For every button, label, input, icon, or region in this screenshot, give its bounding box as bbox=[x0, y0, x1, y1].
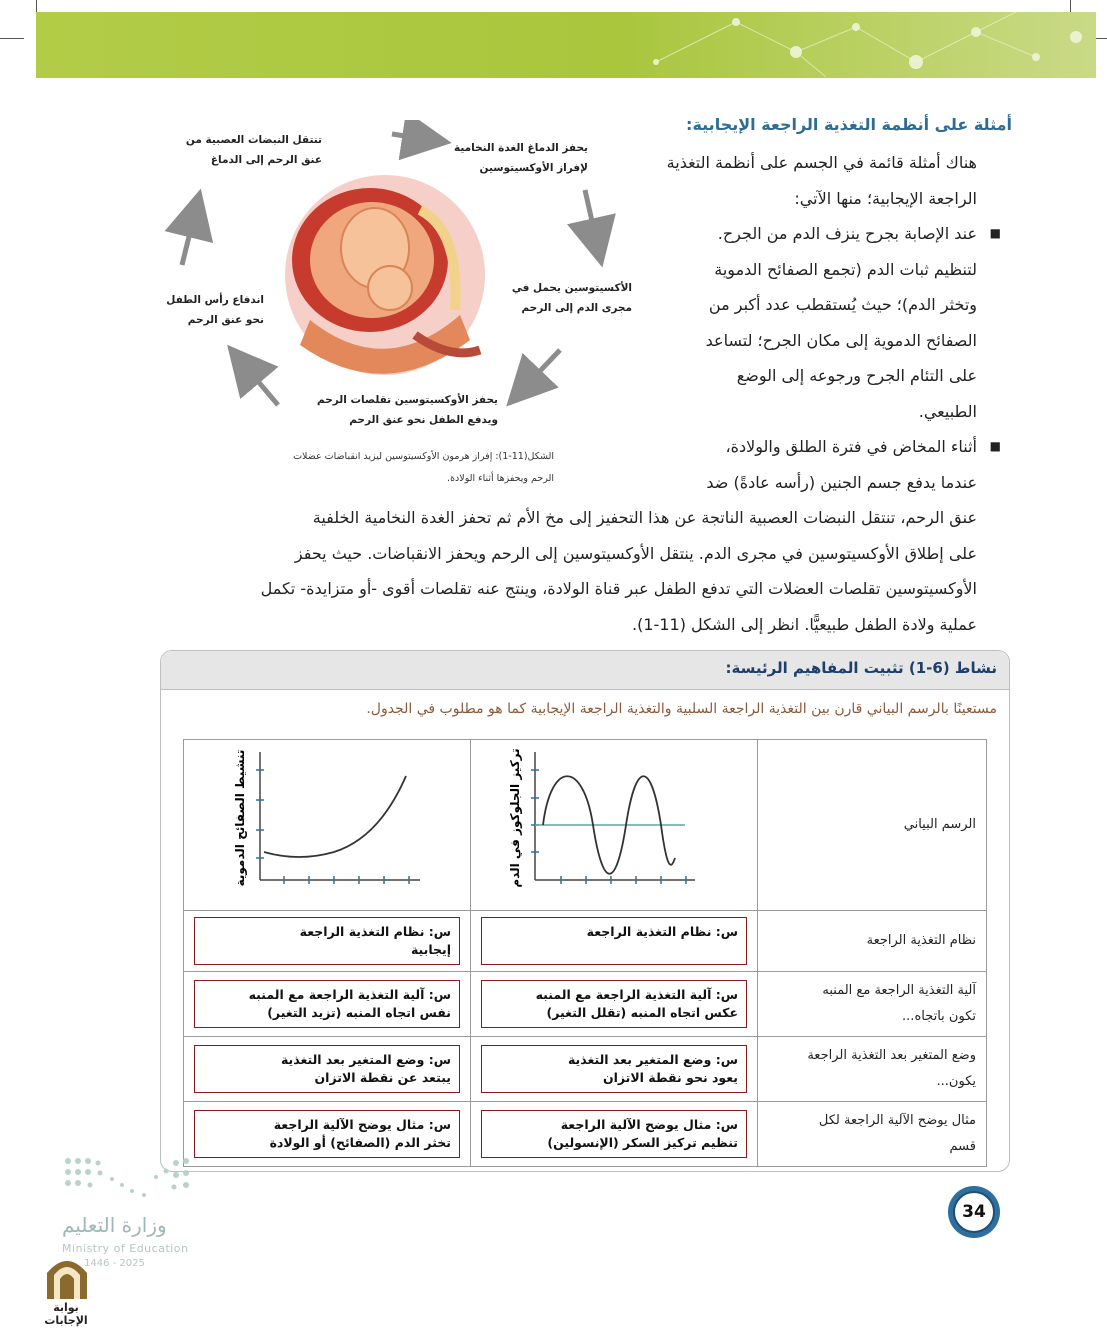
ministry-dots-icon bbox=[60, 1155, 200, 1205]
watermark-text: بوابة الإجابات bbox=[44, 1301, 88, 1327]
answer-box bbox=[194, 917, 460, 965]
label-oxytocin-bloodstream bbox=[500, 278, 632, 318]
bullet-line: لتنظيم ثبات الدم (تجمع الصفائح الدموية bbox=[714, 259, 977, 279]
gate-icon bbox=[42, 1255, 92, 1299]
bullet-line: عند الإصابة بجرح ينزف الدم من الجرح. bbox=[717, 224, 977, 243]
question-text: س: نظام التغذية الراجعة bbox=[586, 924, 738, 939]
label-brain-pituitary bbox=[430, 138, 588, 178]
figure-label-line: ويدفع الطفل نحو عنق الرحم bbox=[349, 414, 498, 426]
answer-box bbox=[481, 980, 747, 1028]
row-label-line: تكون باتجاه... bbox=[902, 1009, 976, 1024]
answer-box bbox=[481, 917, 747, 965]
question-text: س: مثال يوضح الآلية الراجعة bbox=[273, 1117, 451, 1132]
row-label-line: يكون... bbox=[936, 1074, 976, 1089]
answer-text: تخثر الدم (الصفائح) أو الولادة bbox=[269, 1135, 451, 1150]
figure-label-line: اندفاع رأس الطفل bbox=[166, 294, 264, 306]
crop-mark bbox=[1070, 0, 1071, 12]
edition-year: 1446 - 2025 bbox=[84, 1258, 145, 1269]
answer-text: نفس اتجاه المنبه (تزيد التغير) bbox=[267, 1005, 451, 1020]
label-nerve-impulses bbox=[160, 130, 322, 170]
question-text: س: وضع المتغير بعد التغذية bbox=[567, 1052, 738, 1067]
label-uterus-contractions bbox=[290, 390, 498, 430]
activity-instruction: مستعينًا بالرسم البياني قارن بين التغذية الراجعة السلبية والتغذية الراجعة الإيجابية كما هو مطلوب في الجدول. bbox=[366, 701, 997, 717]
activity-header bbox=[161, 651, 1009, 690]
ministry-name-arabic: وزارة التعليم bbox=[62, 1213, 167, 1237]
answer-box bbox=[194, 1045, 460, 1093]
figure-label-line: لإفراز الأوكسيتوسين bbox=[479, 162, 588, 174]
negative-answer-cell bbox=[471, 1102, 758, 1167]
answer-box bbox=[481, 1110, 747, 1158]
label-baby-head bbox=[160, 290, 264, 330]
header-banner bbox=[36, 12, 1096, 78]
figure-caption-line: الشكل(11-1): إفراز هرمون الأوكسيتوسين ليزيد انقباضات عضلات bbox=[293, 451, 554, 462]
question-text: س: وضع المتغير بعد التغذية bbox=[280, 1052, 451, 1067]
row-label-line: قسم bbox=[949, 1139, 976, 1154]
figure-label-line: يحفز الدماغ الغدة النخامية bbox=[453, 142, 588, 154]
bullet-two-continuation bbox=[147, 500, 977, 642]
comparison-table bbox=[183, 739, 987, 1167]
activity-box bbox=[160, 650, 1010, 1172]
answer-box bbox=[194, 980, 460, 1028]
intro-paragraph bbox=[637, 145, 977, 216]
positive-answer-cell bbox=[184, 1102, 471, 1167]
negative-answer-cell bbox=[471, 972, 758, 1037]
question-text: س: نظام التغذية الراجعة bbox=[299, 924, 451, 939]
answer-box bbox=[194, 1110, 460, 1158]
question-text: س: آلية التغذية الراجعة مع المنبه bbox=[535, 987, 738, 1002]
watermark-logo bbox=[30, 1255, 110, 1327]
oxytocin-figure bbox=[160, 120, 640, 500]
answer-text: يعود نحو نقطة الاتزان bbox=[602, 1070, 738, 1085]
table-row bbox=[184, 1037, 987, 1102]
row-label-line: وضع المتغير بعد التغذية الراجعة bbox=[807, 1048, 976, 1063]
row-label bbox=[758, 911, 987, 972]
graph-row-label bbox=[758, 740, 987, 911]
activity-title: نشاط (6-1) تثبيت المفاهيم الرئيسة: bbox=[725, 659, 997, 677]
table-row bbox=[184, 740, 987, 911]
row-label-line: آلية التغذية الراجعة مع المنبه bbox=[822, 983, 976, 998]
table-row bbox=[184, 1102, 987, 1167]
paragraph-line: عملية ولادة الطفل طبيعيًّا. انظر إلى الشكل (11-1). bbox=[632, 614, 977, 634]
answer-text: عكس اتجاه المنبه (تقلل التغير) bbox=[546, 1005, 738, 1020]
intro-line: هناك أمثلة قائمة في الجسم على أنظمة التغذية bbox=[666, 153, 977, 172]
positive-graph-cell bbox=[184, 740, 471, 911]
answer-text: تنظيم تركيز السكر (الإنسولين) bbox=[547, 1135, 738, 1150]
paragraph-line: على إطلاق الأوكسيتوسين في مجرى الدم. ينتقل الأوكسيتوسين إلى الرحم ويحفز الانقباضات. حيث يحفز bbox=[294, 543, 977, 563]
question-text: س: آلية التغذية الراجعة مع المنبه bbox=[248, 987, 451, 1002]
table-row bbox=[184, 972, 987, 1037]
page-number-badge bbox=[948, 1186, 1000, 1238]
figure-label-line: تنتقل النبضات العصبية من bbox=[185, 134, 322, 146]
bullet-marker: ■ bbox=[989, 439, 1001, 453]
bullet-two bbox=[637, 429, 1001, 500]
page-number: 34 bbox=[953, 1191, 995, 1233]
bullet-line: وتخثر الدم)؛ حيث يُستقطب عدد أكبر من bbox=[708, 295, 977, 314]
table-row bbox=[184, 911, 987, 972]
positive-answer-cell bbox=[184, 1037, 471, 1102]
bullet-line: الصفائح الدموية إلى مكان الجرح؛ لتساعد bbox=[705, 330, 977, 350]
question-text: س: مثال يوضح الآلية الراجعة bbox=[560, 1117, 738, 1132]
negative-graph-cell bbox=[471, 740, 758, 911]
figure-label-line: الأكسيتوسين يحمل في bbox=[511, 282, 632, 294]
negative-answer-cell bbox=[471, 911, 758, 972]
intro-line: الراجعة الإيجابية؛ منها الآتي: bbox=[794, 188, 977, 208]
crop-mark bbox=[36, 0, 37, 12]
bullet-line: الطبيعي. bbox=[918, 401, 977, 421]
bullet-line: عندما يدفع جسم الجنين (رأسه عادةً) ضد bbox=[706, 472, 977, 492]
bullet-one bbox=[637, 216, 1001, 429]
paragraph-line: الأوكسيتوسين تقلصات العضلات التي تدفع الطفل عبر قناة الولادة، وينتج عنه تقلصات أقوى -أو متزايدة- تكمل bbox=[260, 579, 977, 598]
bullet-line: على التئام الجرح ورجوعه إلى الوضع bbox=[736, 366, 977, 385]
answer-box bbox=[481, 1045, 747, 1093]
row-label bbox=[758, 1102, 987, 1167]
figure-label-line: يحفز الأوكسيتوسين تقلصات الرحم bbox=[316, 394, 498, 406]
positive-answer-cell bbox=[184, 972, 471, 1037]
answer-text: إيجابية bbox=[410, 942, 451, 957]
row-label bbox=[758, 1037, 987, 1102]
positive-graph-ylabel: تنشيط الصفائح الدموية bbox=[233, 749, 247, 887]
bullet-line: أثناء المخاض في فترة الطلق والولادة، bbox=[725, 437, 977, 456]
crop-mark bbox=[0, 38, 24, 39]
figure-label-line: مجرى الدم إلى الرحم bbox=[521, 302, 632, 314]
negative-graph-ylabel: تركيز الجلوكوز في الدم bbox=[508, 748, 522, 888]
ministry-logo bbox=[60, 1155, 210, 1269]
figure-caption-line: الرحم ويحفزها أثناء الولادة. bbox=[447, 473, 554, 484]
negative-answer-cell bbox=[471, 1037, 758, 1102]
negative-feedback-graph bbox=[471, 740, 757, 906]
figure-caption bbox=[240, 446, 554, 490]
row-label-line: نظام التغذية الراجعة bbox=[866, 933, 976, 948]
answer-text: يبتعد عن نقطة الاتزان bbox=[314, 1070, 451, 1085]
positive-answer-cell bbox=[184, 911, 471, 972]
positive-feedback-graph bbox=[184, 740, 470, 906]
figure-label-line: نحو عنق الرحم bbox=[187, 314, 264, 326]
section-heading: أمثلة على أنظمة التغذية الراجعة الإيجابية: bbox=[686, 115, 1012, 134]
paragraph-line: عنق الرحم، تنتقل النبضات العصبية الناتجة عن هذا التحفيز إلى مخ الأم ثم تحفز الغدة النخامية الخلفية bbox=[312, 508, 977, 527]
row-label bbox=[758, 972, 987, 1037]
row-label-line: الرسم البياني bbox=[903, 817, 976, 832]
row-label-line: مثال يوضح الآلية الراجعة لكل bbox=[818, 1113, 976, 1128]
figure-label-line: عنق الرحم إلى الدماغ bbox=[210, 154, 322, 166]
bullet-marker: ■ bbox=[989, 226, 1001, 240]
ministry-name-english: Ministry of Education bbox=[62, 1242, 189, 1255]
